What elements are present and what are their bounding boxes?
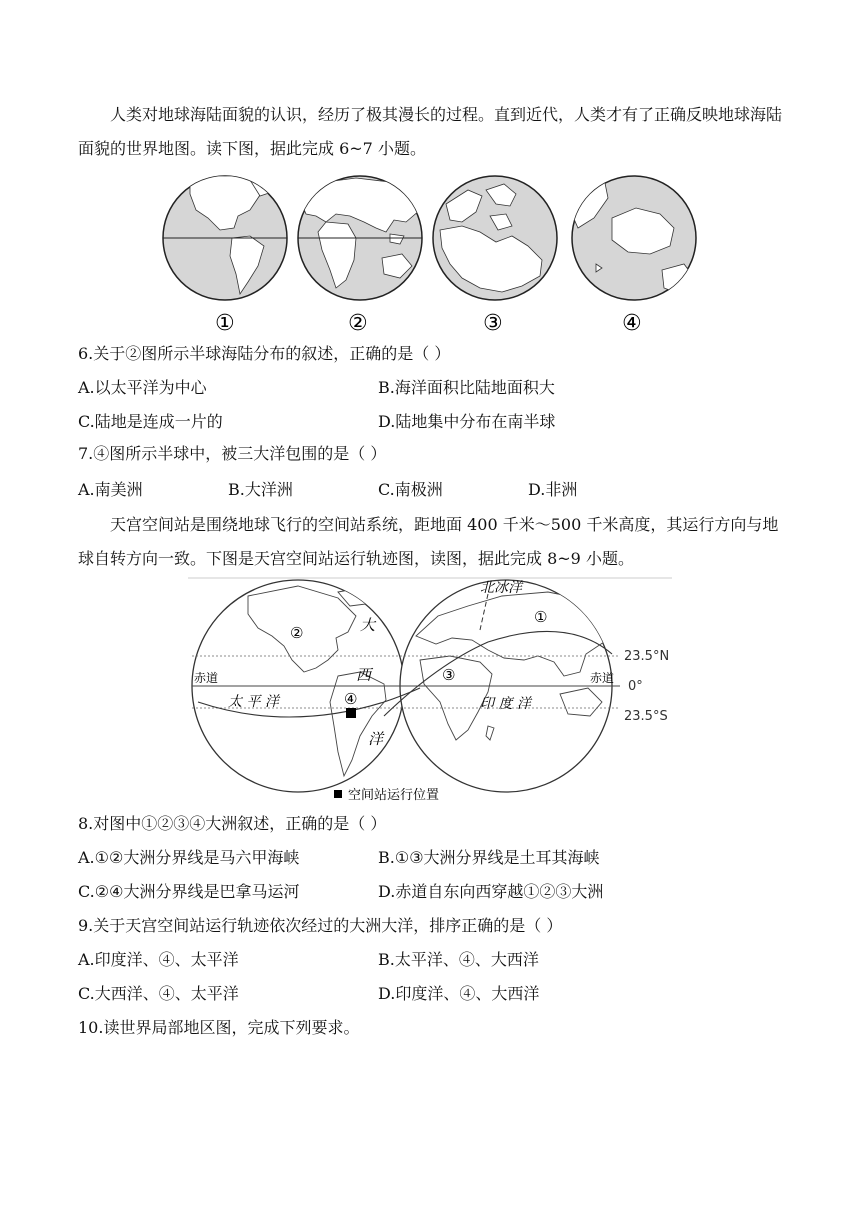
label-lat-s: 23.5°S <box>624 709 668 724</box>
q7-option-d: D.非洲 <box>528 480 578 499</box>
q9-option-b: B.太平洋、④、大西洋 <box>378 950 539 969</box>
label-continent-3: ③ <box>442 666 456 684</box>
label-continent-2: ② <box>290 624 304 642</box>
hemisphere-2 <box>298 176 422 300</box>
label-equator-right: 赤道 <box>590 671 615 685</box>
orbit-map-figure <box>188 576 678 806</box>
hemisphere-label-4: ④ <box>622 311 642 336</box>
label-atlantic-3: 洋 <box>368 730 384 748</box>
intro-paragraph-2: 天宫空间站是围绕地球飞行的空间站系统，距地面 400 千米～500 千米高度，其运行方向与地球自转方向一致。下图是天宫空间站运行轨迹图，读图，据此完成 8~9 小题。 <box>78 515 779 568</box>
hemisphere-1 <box>163 176 287 300</box>
label-continent-4: ④ <box>344 690 358 708</box>
q9-option-c: C.大西洋、④、太平洋 <box>78 984 239 1003</box>
q6-option-b: B.海洋面积比陆地面积大 <box>378 378 555 397</box>
hemisphere-3 <box>433 176 557 300</box>
q8-option-d: D.赤道自东向西穿越①②③大洲 <box>378 882 604 901</box>
q6-option-d: D.陆地集中分布在南半球 <box>378 412 556 431</box>
q6-option-c: C.陆地是连成一片的 <box>78 412 223 431</box>
q6-stem: 6.关于②图所示半球海陆分布的叙述，正确的是（ ） <box>78 344 451 363</box>
q7-option-a: A.南美洲 <box>78 480 143 499</box>
q8-option-b: B.①③大洲分界线是土耳其海峡 <box>378 848 600 867</box>
q8-option-c: C.②④大洲分界线是巴拿马运河 <box>78 882 300 901</box>
label-lat-0: 0° <box>628 679 643 694</box>
q6-option-a: A.以太平洋为中心 <box>78 378 207 397</box>
station-position-marker <box>346 708 356 718</box>
hemisphere-4 <box>570 176 696 300</box>
hemisphere-label-2: ② <box>348 311 368 336</box>
intro-paragraph-1: 人类对地球海陆面貌的认识，经历了极其漫长的过程。直到近代，人类才有了正确反映地球海陆面貌的世界地图。读下图，据此完成 6~7 小题。 <box>78 105 783 158</box>
q9-option-a: A.印度洋、④、太平洋 <box>78 950 239 969</box>
label-lat-n: 23.5°N <box>624 649 670 664</box>
q9-stem: 9.关于天宫空间站运行轨迹依次经过的大洲大洋，排序正确的是（ ） <box>78 916 563 935</box>
label-indian: 印 度 洋 <box>480 696 531 712</box>
legend-marker <box>334 790 342 798</box>
hemispheres-figure <box>150 170 710 340</box>
legend-text: 空间站运行位置 <box>348 788 440 803</box>
q7-option-b: B.大洋洲 <box>228 480 293 499</box>
hemisphere-label-3: ③ <box>483 311 503 336</box>
label-pacific: 太 平 洋 <box>228 694 279 710</box>
q8-option-a: A.①②大洲分界线是马六甲海峡 <box>78 848 300 867</box>
q8-stem: 8.对图中①②③④大洲叙述，正确的是（ ） <box>78 814 387 833</box>
q7-stem: 7.④图所示半球中，被三大洋包围的是（ ） <box>78 444 387 463</box>
label-arctic-ocean: 北冰洋 <box>480 580 522 596</box>
label-equator-left: 赤道 <box>194 671 219 685</box>
label-atlantic-1: 大 <box>360 616 376 634</box>
label-continent-1: ① <box>534 608 548 626</box>
label-atlantic-2: 西 <box>356 666 372 684</box>
q9-option-d: D.印度洋、④、大西洋 <box>378 984 540 1003</box>
q10-stem: 10.读世界局部地区图，完成下列要求。 <box>78 1018 360 1037</box>
hemisphere-label-1: ① <box>215 311 235 336</box>
q7-option-c: C.南极洲 <box>378 480 443 499</box>
